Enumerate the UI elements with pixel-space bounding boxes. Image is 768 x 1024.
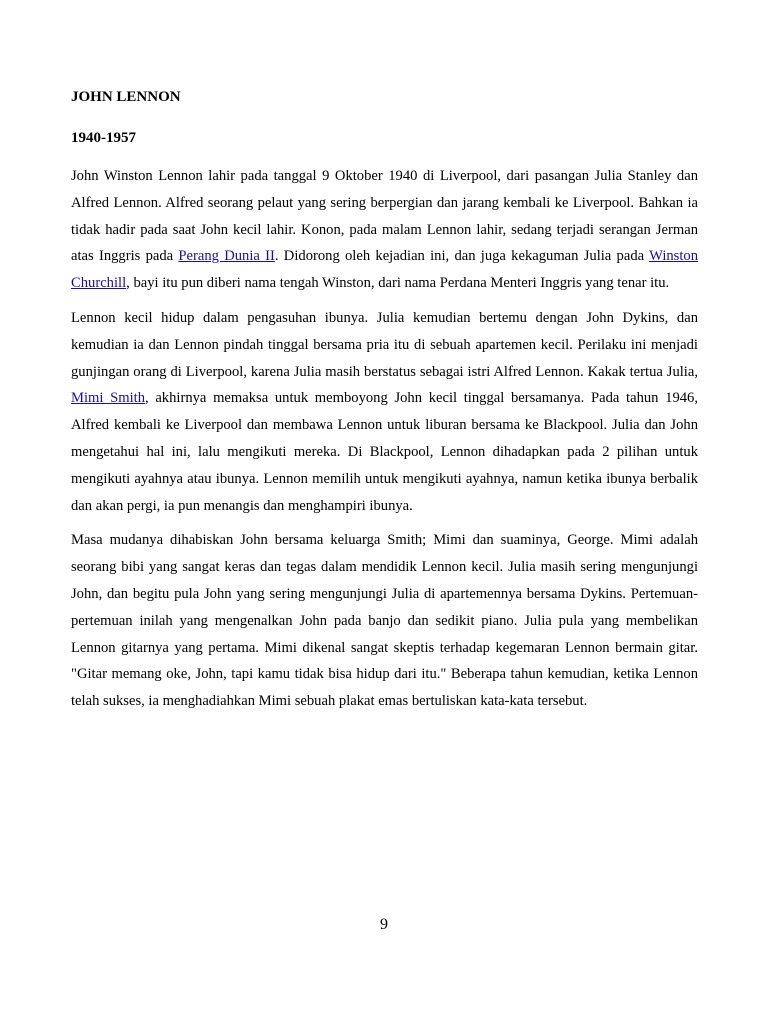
paragraph-birth: [71, 163, 698, 297]
paragraph-text: Lennon kecil hidup dalam pengasuhan ibunya. Julia kemudian bertemu dengan John Dykins, dan kemudian ia dan Lennon pindah tinggal bersama pria itu di sebuah apartemen kecil. Perilaku ini menjadi gunjingan orang di Liverpool, karena Julia masih berstatus sebagai istri Alfred Lennon. Kakak tertua Julia,: [71, 309, 698, 380]
paragraph-youth: [71, 527, 698, 715]
paragraph-text: , akhirnya memaksa untuk memboyong John kecil tinggal bersamanya. Pada tahun 1946, Alfred kembali ke Liverpool dan membawa Lennon untuk liburan bersama ke Blackpool. Julia dan John mengetahui hal ini, lalu mengikuti mereka. Di Blackpool, Lennon dihadapkan pada 2 pilihan untuk mengikuti ayahnya atau ibunya. Lennon memilih untuk mengikuti ayahnya, namun ketika ibunya berbalik dan akan pergi, ia pun menangis dan menghampiri ibunya.: [71, 390, 698, 514]
paragraph-text: Masa mudanya dihabiskan John bersama keluarga Smith; Mimi dan suaminya, George. Mimi adalah seorang bibi yang sangat keras dan tegas dalam mendidik Lennon kecil. Julia masih sering mengunjungi John, dan begitu pula John yang sering mengunjungi Julia di apartemennya bersama Dykins. Pertemuan-pertemuan inilah yang mengenalkan John pada banjo dan sedikit piano. Julia pula yang membelikan Lennon gitarnya yang pertama. Mimi dikenal sangat skeptis terhadap kegemaran Lennon bermain gitar. "Gitar memang oke, John, tapi kamu tidak bisa hidup dari itu." Beberapa tahun kemudian, ketika Lennon telah sukses, ia menghadiahkan Mimi sebuah plakat emas bertuliskan kata-kata tersebut.: [71, 532, 698, 710]
link-winston-churchill[interactable]: Winston Churchill: [71, 248, 698, 292]
link-perang-dunia-ii[interactable]: Perang Dunia II: [178, 248, 275, 265]
paragraph-text: John Winston Lennon lahir pada tanggal 9 Oktober 1940 di Liverpool, dari pasangan Julia Stanley dan Alfred Lennon. Alfred seorang pelaut yang sering berpergian dan jarang kembali ke Liverpool. Bahkan ia tidak hadir pada saat John kecil lahir. Konon, pada malam Lennon lahir, sedang terjadi serangan Jerman atas Inggris pada: [71, 168, 698, 265]
document-page: [71, 86, 698, 723]
paragraph-text: , bayi itu pun diberi nama tengah Winston, dari nama Perdana Menteri Inggris yang tenar itu.: [126, 275, 670, 292]
link-mimi-smith[interactable]: Mimi Smith: [71, 390, 145, 407]
paragraph-text: . Didorong oleh kejadian ini, dan juga kekaguman Julia pada: [274, 248, 650, 265]
section-heading-period: 1940-1957: [71, 130, 136, 146]
paragraph-childhood: [71, 305, 698, 519]
page-number: 9: [380, 916, 388, 933]
document-title: JOHN LENNON: [71, 89, 181, 105]
